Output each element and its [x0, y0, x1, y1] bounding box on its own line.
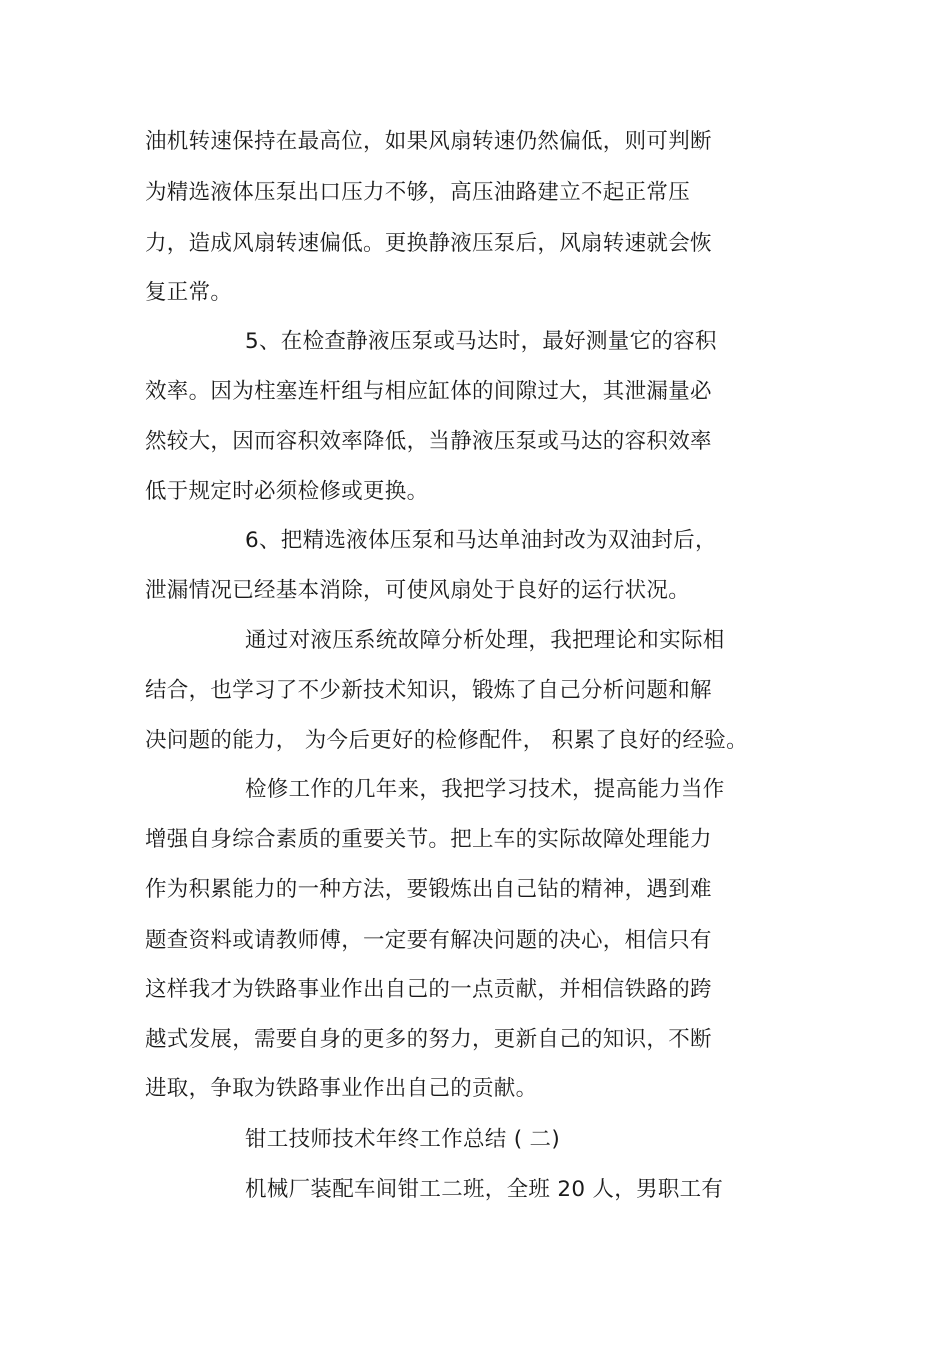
- paragraph-line: 油机转速保持在最高位，如果风扇转速仍然偏低，则可判断: [145, 129, 712, 154]
- paragraph-line: 决问题的能力， 为今后更好的检修配件， 积累了良好的经验。: [145, 728, 748, 753]
- paragraph-line: 这样我才为铁路事业作出自己的一点贡献，并相信铁路的跨: [145, 977, 712, 1002]
- paragraph-line: 机械厂装配车间钳工二班，全班 20 人，男职工有: [245, 1177, 724, 1202]
- paragraph-line: 作为积累能力的一种方法，要锻炼出自己钻的精神，遇到难: [145, 877, 712, 902]
- paragraph-line: 检修工作的几年来，我把学习技术，提高能力当作: [245, 777, 725, 802]
- paragraph-line: 题查资料或请教师傅，一定要有解决问题的决心，相信只有: [145, 928, 712, 953]
- paragraph-line: 效率。因为柱塞连杆组与相应缸体的间隙过大，其泄漏量必: [145, 379, 712, 404]
- paragraph-line: 为精选液体压泵出口压力不够，高压油路建立不起正常压: [145, 180, 691, 205]
- paragraph-line: 6、把精选液体压泵和马达单油封改为双油封后，: [245, 528, 717, 553]
- paragraph-line: 然较大，因而容积效率降低，当静液压泵或马达的容积效率: [145, 429, 712, 454]
- paragraph-line: 增强自身综合素质的重要关节。把上车的实际故障处理能力: [145, 827, 712, 852]
- paragraph-line: 泄漏情况已经基本消除，可使风扇处于良好的运行状况。: [145, 578, 691, 603]
- paragraph-line: 5、在检查静液压泵或马达时，最好测量它的容积: [245, 329, 717, 354]
- paragraph-line: 进取，争取为铁路事业作出自己的贡献。: [145, 1076, 538, 1101]
- paragraph-line: 结合，也学习了不少新技术知识，锻炼了自己分析问题和解: [145, 678, 712, 703]
- paragraph-line: 复正常。: [145, 280, 233, 305]
- paragraph-line: 通过对液压系统故障分析处理，我把理论和实际相: [245, 628, 725, 653]
- paragraph-line: 力，造成风扇转速偏低。更换静液压泵后，风扇转速就会恢: [145, 231, 712, 256]
- paragraph-line: 越式发展，需要自身的更多的努力，更新自己的知识，不断: [145, 1027, 712, 1052]
- paragraph-line: 低于规定时必须检修或更换。: [145, 479, 429, 504]
- section-heading: 钳工技师技术年终工作总结 ( 二): [245, 1127, 561, 1152]
